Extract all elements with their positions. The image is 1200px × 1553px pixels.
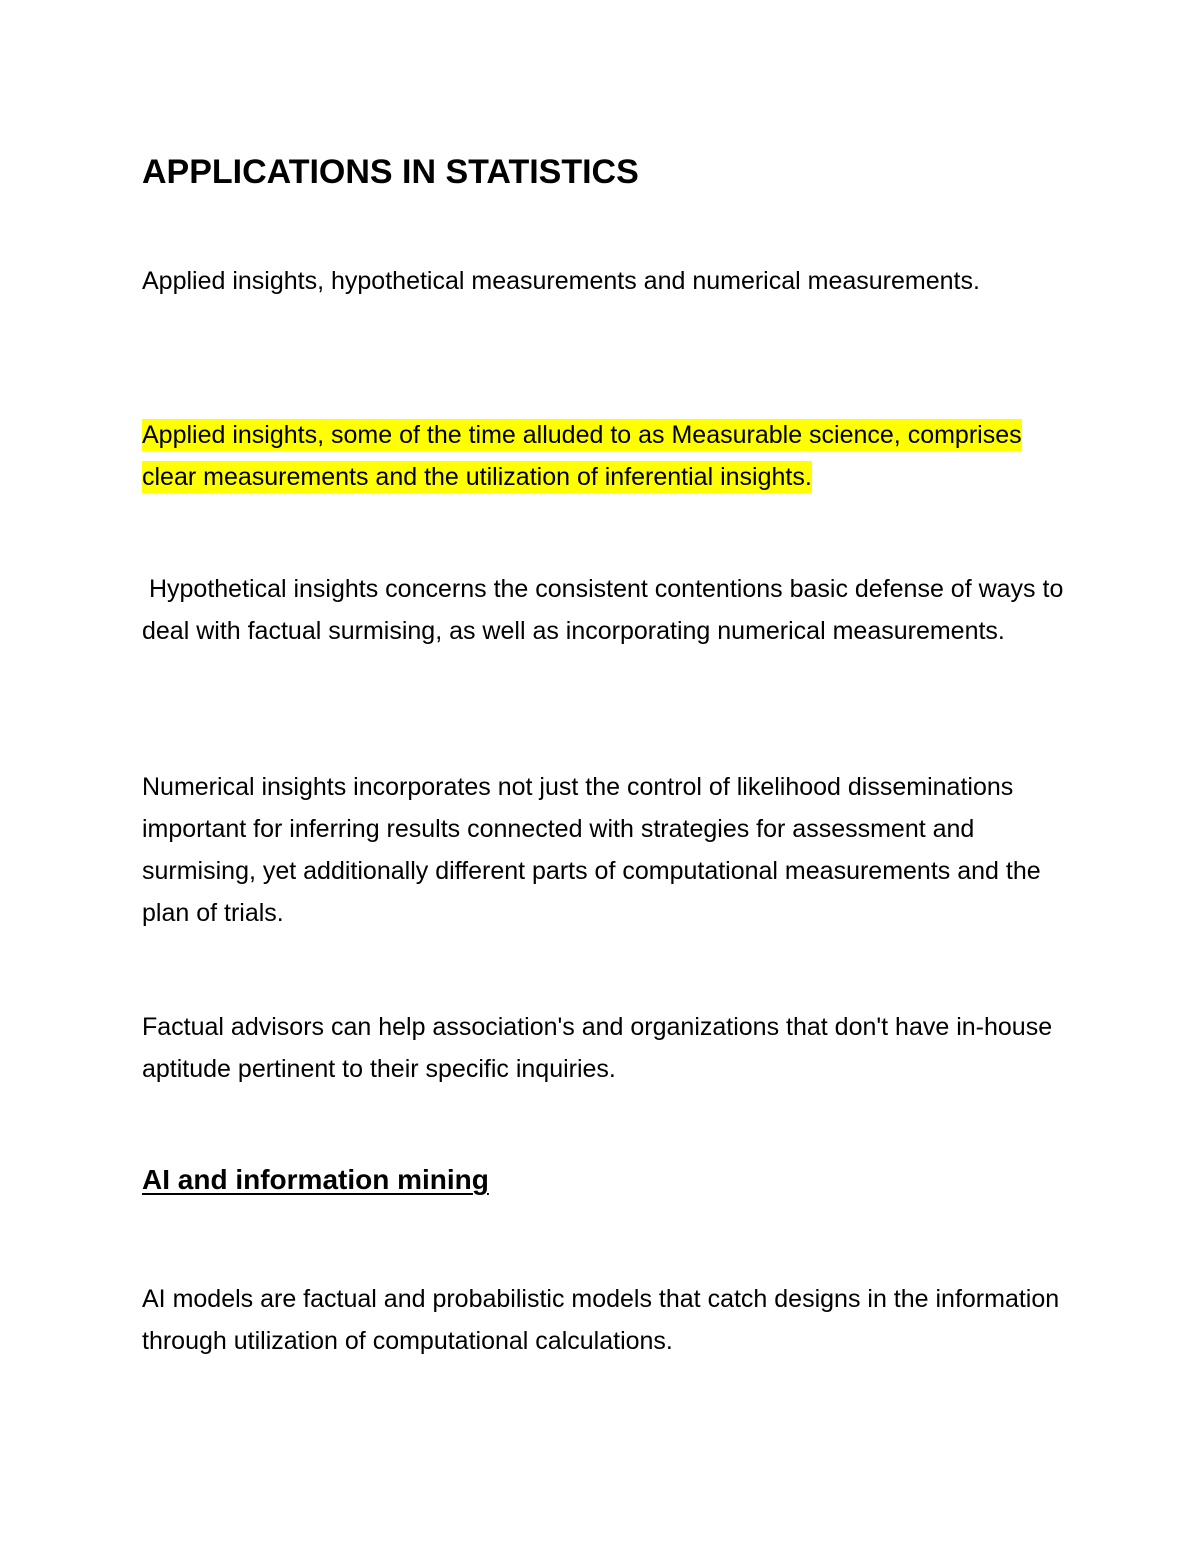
section-heading: AI and information mining [142,1164,489,1195]
highlighted-text: Applied insights, some of the time alluded to as Measurable science, comprises clear measurements and the utilization of inferential insights. [142,421,1022,491]
paragraph-intro: Applied insights, hypothetical measurements and numerical measurements. [142,267,980,295]
paragraph-numerical: Numerical insights incorporates not just the control of likelihood disseminations important for inferring results connected with strategies for assessment and surmising, yet additionally different parts of computational measurements and the plan of trials. [142,773,1041,927]
page-title: APPLICATIONS IN STATISTICS [142,153,639,191]
paragraph-advisors: Factual advisors can help association's and organizations that don't have in-house aptitude pertinent to their specific inquiries. [142,1013,1053,1083]
paragraph-highlighted [142,414,1072,498]
paragraph-hypothetical: Hypothetical insights concerns the consistent contentions basic defense of ways to deal with factual surmising, as well as incorporating numerical measurements. [142,575,1071,645]
paragraph-ai-models: AI models are factual and probabilistic models that catch designs in the information through utilization of computational calculations. [142,1285,1060,1355]
